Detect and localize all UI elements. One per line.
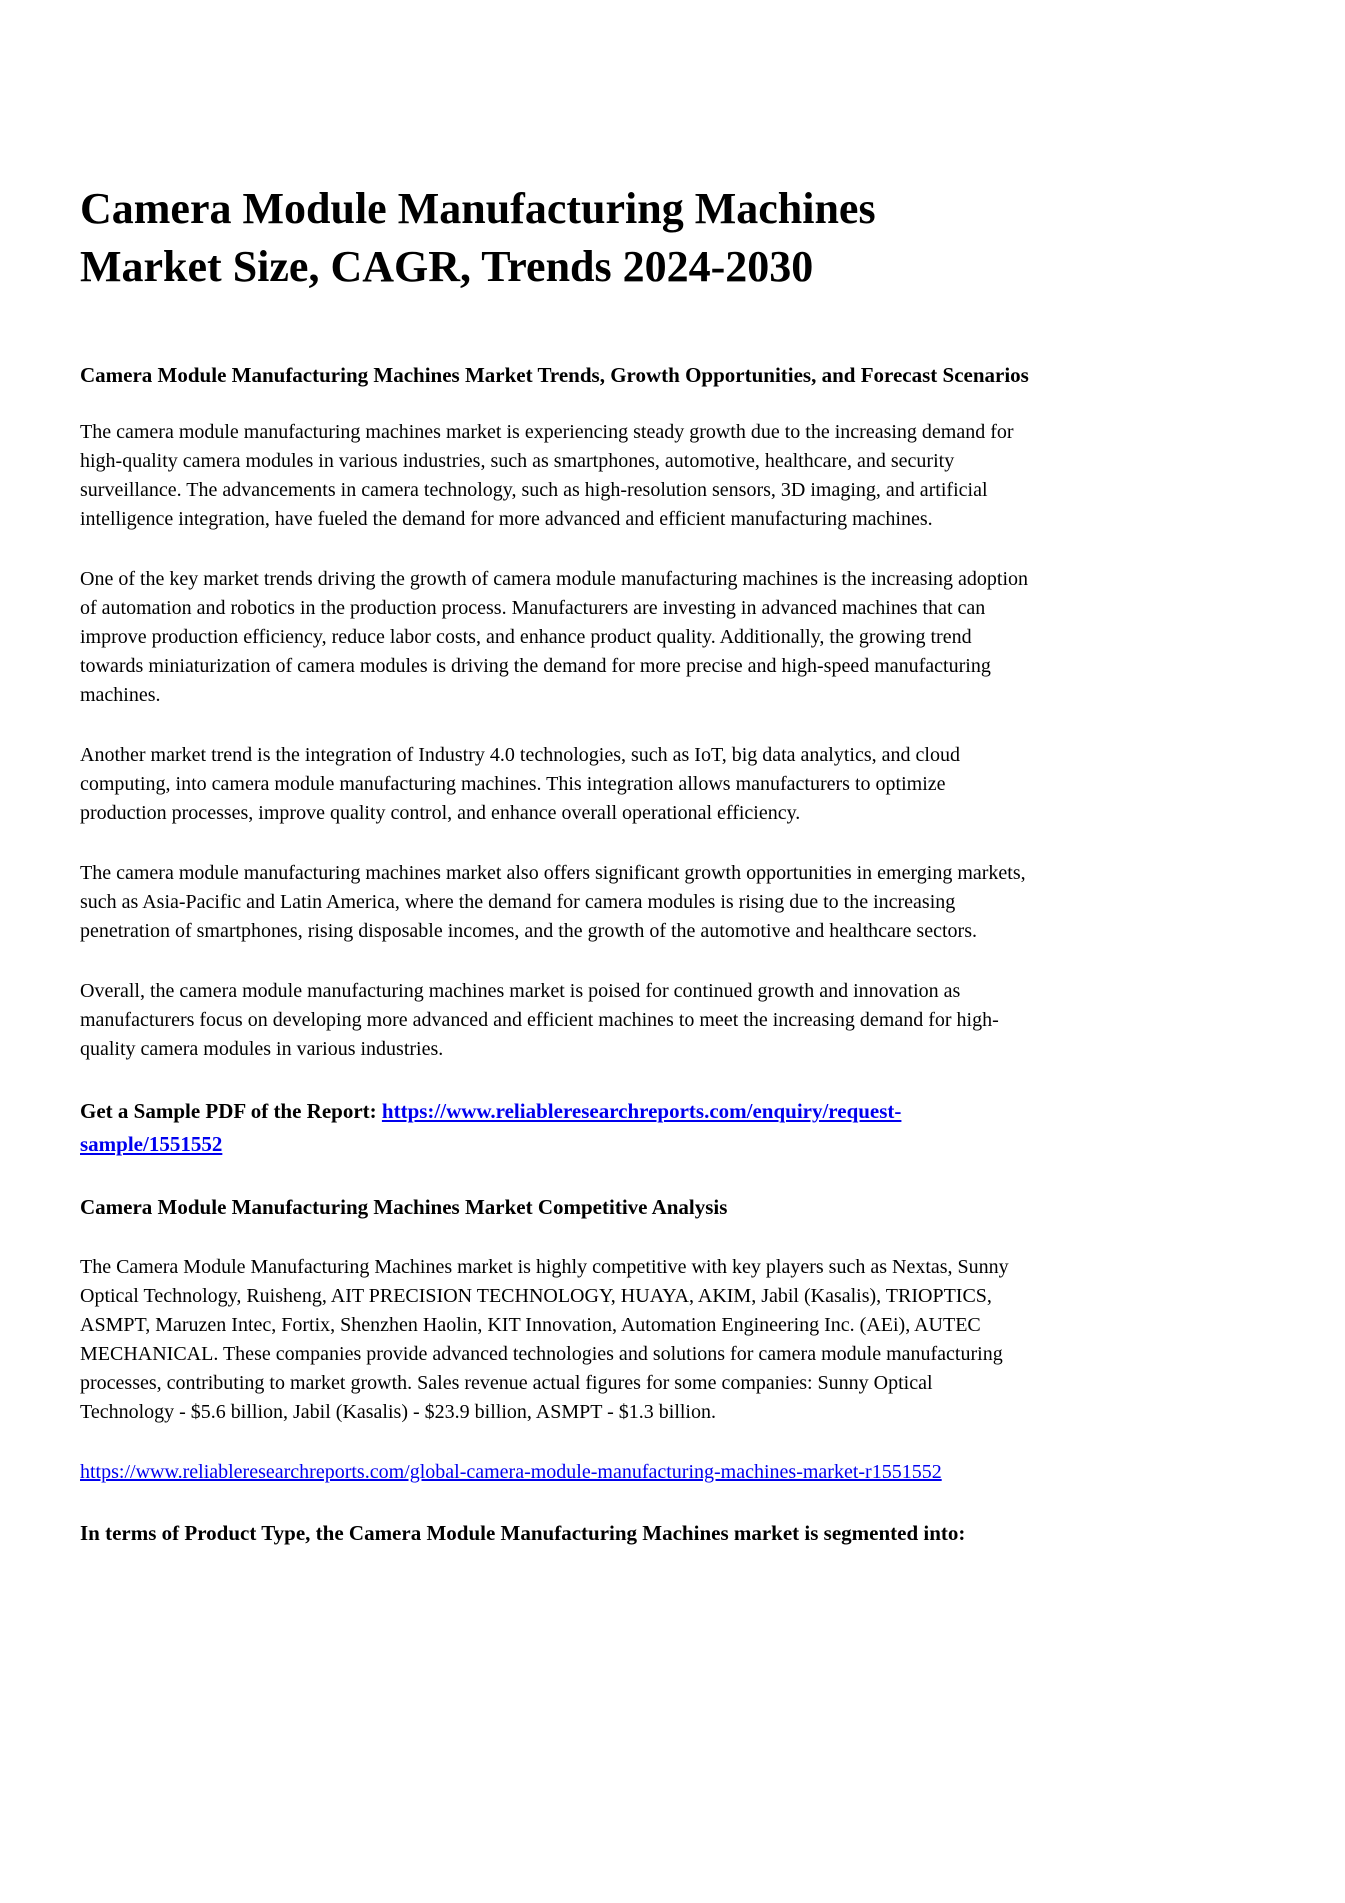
intro-paragraph-1: The camera module manufacturing machines market is experiencing steady growth due to the increasing demand for high-quality camera modules in various industries, such as smartphones, automotive, healthcare, and security surveillance. The advancements in camera technology, such as high-resolution sensors, 3D imaging, and artificial intelligence integration, have fueled the demand for more advanced and efficient manufacturing machines. [80, 421, 1014, 530]
report-link-line [80, 1458, 1030, 1487]
competitive-analysis-paragraph: The Camera Module Manufacturing Machines market is highly competitive with key players such as Nextas, Sunny Optical Technology, Ruisheng, AIT PRECISION TECHNOLOGY, HUAYA, AKIM, Jabil (Kasalis), TRIOPTICS, ASMPT, Maruzen Intec, Fortix, Shenzhen Haolin, KIT Innovation, Automation Engineering Inc. (AEi), AUTEC MECHANICAL. These companies provide advanced technologies and solutions for camera module manufacturing processes, contributing to market growth. Sales revenue actual figures for some companies: Sunny Optical Technology - $5.6 billion, Jabil (Kasalis) - $23.9 billion, ASMPT - $1.3 billion. [80, 1256, 1009, 1423]
intro-paragraph-5: Overall, the camera module manufacturing machines market is poised for continued growth and innovation as manufacturers focus on developing more advanced and efficient machines to meet the increasing demand for high-quality camera modules in various industries. [80, 980, 999, 1060]
sample-cta-line [80, 1095, 1030, 1161]
intro-paragraph-3: Another market trend is the integration of Industry 4.0 technologies, such as IoT, big data analytics, and cloud computing, into camera module manufacturing machines. This integration allows manufacturers to optimize production processes, improve quality control, and enhance overall operational efficiency. [80, 744, 960, 824]
report-subtitle: Camera Module Manufacturing Machines Market Trends, Growth Opportunities, and Forecast Scenarios [80, 363, 1029, 387]
intro-paragraph-4: The camera module manufacturing machines market also offers significant growth opportunities in emerging markets, such as Asia-Pacific and Latin America, where the demand for camera modules is rising due to the increasing penetration of smartphones, rising disposable incomes, and the growth of the automotive and healthcare sectors. [80, 862, 1026, 942]
intro-paragraph-2: One of the key market trends driving the growth of camera module manufacturing machines is the increasing adoption of automation and robotics in the production process. Manufacturers are investing in advanced machines that can improve production efficiency, reduce labor costs, and enhance product quality. Additionally, the growing trend towards miniaturization of camera modules is driving the demand for more precise and high-speed manufacturing machines. [80, 568, 1029, 706]
competitive-analysis-heading: Camera Module Manufacturing Machines Market Competitive Analysis [80, 1195, 728, 1219]
sample-cta-label: Get a Sample PDF of the Report: [80, 1099, 382, 1123]
report-page-link[interactable]: https://www.reliableresearchreports.com/global-camera-module-manufacturing-machines-market-r1551552 [80, 1461, 942, 1483]
product-type-segmentation-heading: In terms of Product Type, the Camera Module Manufacturing Machines market is segmented into: [80, 1521, 966, 1545]
sample-pdf-link[interactable]: https://www.reliableresearchreports.com/enquiry/request-sample/1551552 [80, 1099, 902, 1156]
page-title: Camera Module Manufacturing Machines Market Size, CAGR, Trends 2024-2030 [80, 184, 876, 291]
